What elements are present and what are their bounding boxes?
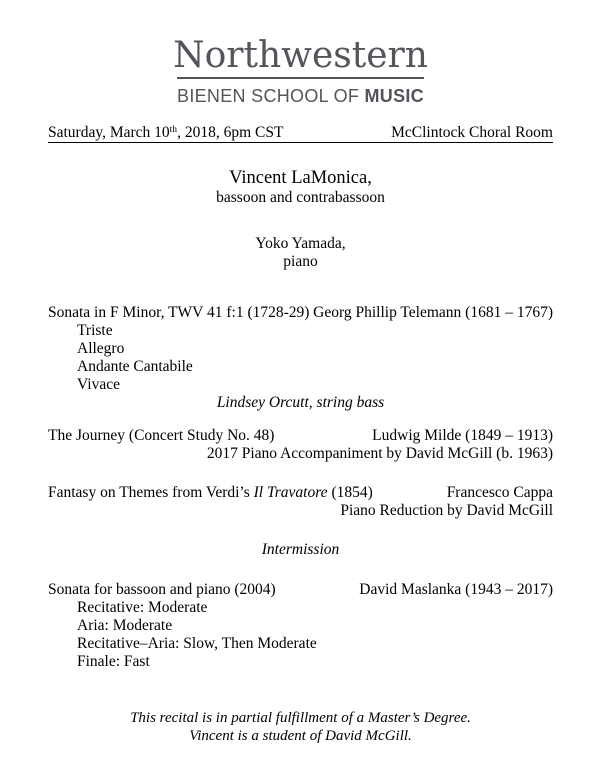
guest-performer-note: Lindsey Orcutt, string bass	[216, 394, 385, 411]
degree-note-line2: Vincent is a student of David McGill.	[189, 728, 412, 744]
program-piece-cappa	[48, 484, 553, 520]
piece-title: Sonata for bassoon and piano (2004)	[48, 581, 276, 598]
piece-title-row	[48, 484, 553, 502]
primary-performer-name: Vincent LaMonica,	[229, 168, 372, 188]
secondary-performer-name: Yoko Yamada,	[255, 235, 346, 252]
event-info-bar	[48, 124, 553, 143]
piece-composer: Ludwig Milde (1849 – 1913)	[372, 427, 553, 444]
piece-title-row	[48, 304, 553, 322]
primary-performer-instruments: bassoon and contrabassoon	[216, 189, 385, 206]
program-piece-milde	[48, 427, 553, 463]
movement-item: Finale: Fast	[77, 653, 150, 670]
movement-item: Recitative–Aria: Slow, Then Moderate	[77, 635, 317, 652]
event-date-prefix: Saturday, March 10	[48, 124, 170, 141]
northwestern-wordmark: Northwestern	[173, 35, 428, 76]
school-name-music: MUSIC	[364, 86, 424, 106]
movement-item: Recitative: Moderate	[77, 599, 208, 616]
piece-composer: Georg Phillip Telemann (1681 – 1767)	[313, 304, 553, 321]
movement-item: Allegro	[77, 340, 125, 357]
movement-list	[77, 322, 553, 394]
movement-item: Triste	[77, 322, 113, 339]
arrangement-credit: 2017 Piano Accompaniment by David McGill (b. 1963)	[206, 445, 553, 462]
degree-note-line1: This recital is in partial fulfillment of a Master’s Degree.	[130, 710, 471, 726]
performers-block	[48, 168, 553, 271]
piece-title: The Journey (Concert Study No. 48)	[48, 427, 275, 444]
piece-composer: Francesco Cappa	[446, 484, 553, 501]
piece-composer: David Maslanka (1943 – 2017)	[359, 581, 553, 598]
movement-item: Vivace	[77, 376, 120, 393]
event-date	[48, 124, 283, 142]
arrangement-credit: Piano Reduction by David McGill	[340, 502, 553, 519]
program-piece-maslanka	[48, 581, 553, 671]
secondary-performer-instrument: piano	[283, 253, 318, 270]
movement-list	[77, 599, 553, 671]
school-name-prefix: BIENEN SCHOOL OF	[177, 86, 365, 106]
piece-title-row	[48, 581, 553, 599]
degree-note	[48, 709, 553, 745]
movement-item: Andante Cantabile	[77, 358, 193, 375]
piece-title-row	[48, 427, 553, 445]
piece-title	[48, 484, 373, 502]
venue-name: McClintock Choral Room	[391, 124, 553, 141]
piece-title-opera-name: Il Travatore	[253, 484, 328, 501]
logo-divider-rule	[177, 77, 424, 79]
movement-item: Aria: Moderate	[77, 617, 173, 634]
school-logo	[48, 0, 553, 105]
piece-title: Sonata in F Minor, TWV 41 f:1 (1728-29)	[48, 304, 310, 321]
piece-title-prefix: Fantasy on Themes from Verdi’s	[48, 484, 254, 501]
piece-title-suffix: (1854)	[327, 484, 373, 501]
event-date-suffix: , 2018, 6pm CST	[177, 124, 284, 141]
date-ordinal-superscript: th	[169, 125, 178, 135]
program-piece-telemann	[48, 304, 553, 412]
school-name-line	[48, 87, 553, 105]
intermission-label: Intermission	[261, 541, 340, 558]
